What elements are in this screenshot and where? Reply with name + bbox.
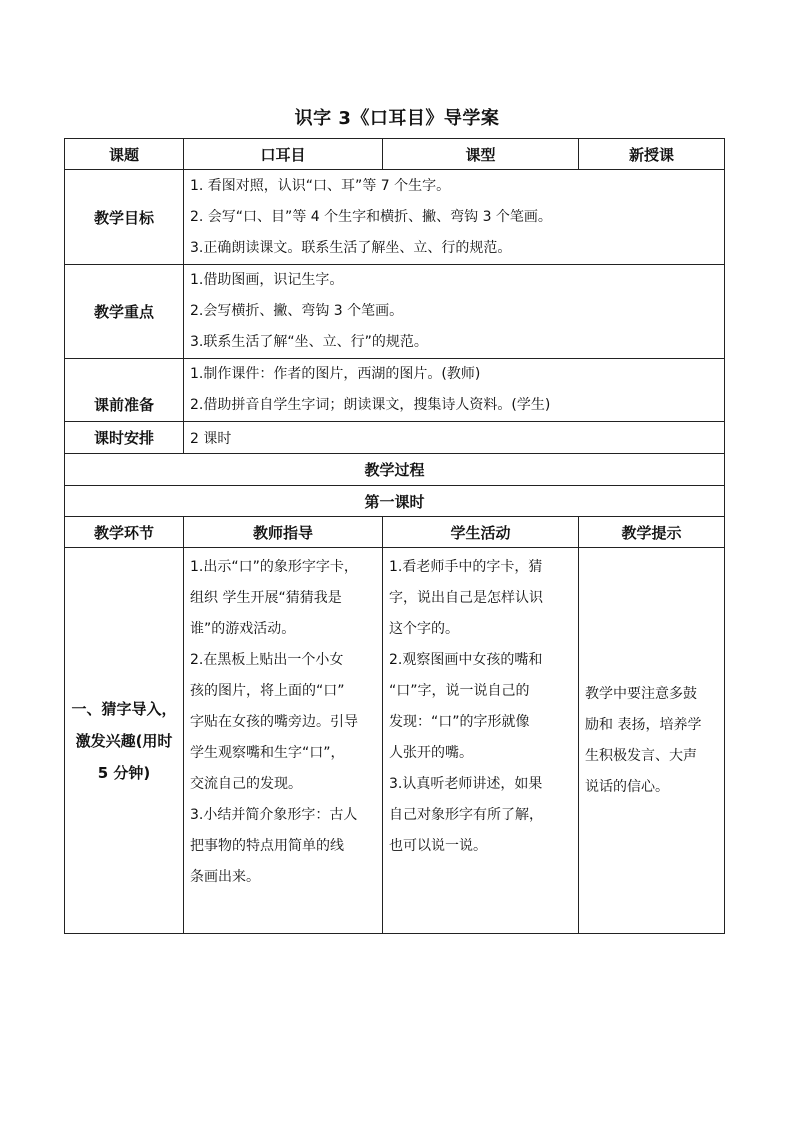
stage-cell: [65, 548, 184, 934]
prep-label: 课前准备: [65, 359, 184, 422]
tip-line: 生积极发言、大声: [585, 747, 697, 764]
topic-label: 课题: [65, 139, 184, 170]
stage-line: 5 分钟): [97, 763, 151, 782]
prep-row: [65, 359, 725, 422]
student-line: 自己对象形字有所了解，: [389, 807, 543, 823]
key-points-content: [184, 265, 725, 359]
goal-item: 1. 看图对照，认识“口、耳”等 7 个生字。: [190, 177, 451, 194]
teacher-line: 学生观察嘴和生字“口”，: [190, 745, 345, 761]
type-label: 课型: [383, 139, 579, 170]
student-line: 1.看老师手中的字卡，猜: [389, 559, 543, 575]
student-activity-cell: [383, 548, 579, 934]
prep-content: [184, 359, 725, 422]
teacher-line: 孩的图片，将上面的“口”: [190, 683, 345, 699]
column-header-stage: 教学环节: [65, 517, 184, 548]
goal-item: 2. 会写“口、目”等 4 个生字和横折、撇、弯钩 3 个笔画。: [190, 208, 552, 225]
key-point-item: 1.借助图画，识记生字。: [190, 272, 344, 288]
lesson-plan-table: [64, 138, 725, 934]
student-line: 2.观察图画中女孩的嘴和: [389, 652, 543, 668]
teacher-line: 交流自己的发现。: [190, 776, 302, 792]
student-line: 这个字的。: [389, 621, 459, 637]
topic-value: 口耳目: [184, 139, 383, 170]
teacher-line: 谁”的游戏活动。: [190, 621, 296, 637]
tip-line: 教学中要注意多鼓: [585, 685, 697, 702]
teacher-line: 组织 学生开展“猜猜我是: [190, 590, 342, 606]
prep-item: 1.制作课件：作者的图片，西湖的图片。(教师): [190, 366, 481, 382]
process-title: 教学过程: [65, 454, 725, 486]
tip-line: 励和 表扬，培养学: [585, 716, 702, 733]
column-header-row: [65, 517, 725, 548]
schedule-label: 课时安排: [65, 422, 184, 454]
teacher-line: 把事物的特点用简单的线: [190, 838, 344, 854]
student-line: “口”字，说一说自己的: [389, 683, 530, 699]
goals-label: 教学目标: [65, 170, 184, 265]
column-header-tip: 教学提示: [579, 517, 725, 548]
key-points-row: [65, 265, 725, 359]
prep-item: 2.借助拼音自学生字词；朗读课文，搜集诗人资料。(学生): [190, 397, 551, 413]
teacher-line: 条画出来。: [190, 869, 260, 885]
page-title: 识字 3《口耳目》导学案: [294, 108, 500, 129]
process-row: [65, 548, 725, 934]
process-title-row: [65, 454, 725, 486]
tip-line: 说话的信心。: [585, 778, 669, 795]
stage-line: 一、猜字导入，: [71, 699, 177, 718]
period-title-row: [65, 486, 725, 517]
goals-content: [184, 170, 725, 265]
teacher-line: 1.出示“口”的象形字字卡，: [190, 559, 358, 575]
key-points-label: 教学重点: [65, 265, 184, 359]
student-line: 人张开的嘴。: [389, 745, 473, 761]
header-row: [65, 139, 725, 170]
stage-line: 激发兴趣(用时: [75, 731, 173, 750]
key-point-item: 2.会写横折、撇、弯钩 3 个笔画。: [190, 303, 404, 319]
column-header-teacher: 教师指导: [184, 517, 383, 548]
goals-row: [65, 170, 725, 265]
student-line: 字，说出自己是怎样认识: [389, 590, 543, 606]
student-line: 发现：“口”的字形就像: [389, 714, 530, 730]
teacher-guidance-cell: [184, 548, 383, 934]
column-header-student: 学生活动: [383, 517, 579, 548]
schedule-value: 2 课时: [184, 422, 725, 454]
teaching-tip-cell: [579, 548, 725, 934]
student-line: 也可以说一说。: [389, 838, 487, 854]
type-value: 新授课: [579, 139, 725, 170]
teacher-line: 3.小结并简介象形字：古人: [190, 807, 358, 823]
schedule-row: [65, 422, 725, 454]
teacher-line: 2.在黑板上贴出一个小女: [190, 652, 344, 668]
period-title: 第一课时: [65, 486, 725, 517]
student-line: 3.认真听老师讲述，如果: [389, 776, 543, 792]
teacher-line: 字贴在女孩的嘴旁边。引导: [190, 714, 358, 730]
goal-item: 3.正确朗读课文。联系生活了解坐、立、行的规范。: [190, 239, 512, 256]
key-point-item: 3.联系生活了解“坐、立、行”的规范。: [190, 334, 428, 350]
